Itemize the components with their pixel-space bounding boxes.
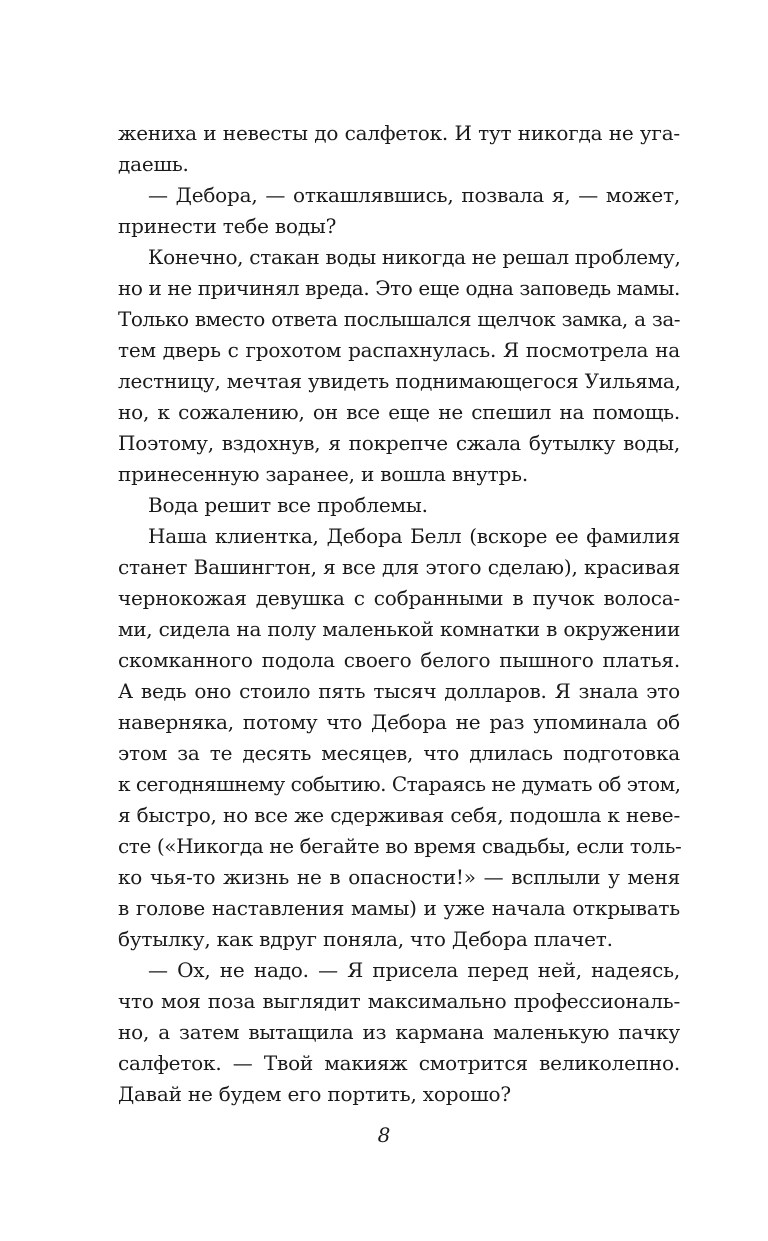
text-line: Только вместо ответа послышался щелчок замка, а за- [118,307,680,331]
page-number: 8 [377,1123,391,1147]
text-line: жениха и невесты до салфеток. И тут никогда не уга- [118,121,680,145]
text-line: этом за те десять месяцев, что длилась подготовка [118,741,680,765]
page-text-block [118,118,680,1110]
text-line: лестницу, мечтая увидеть поднимающегося Уильяма, [118,369,681,393]
text-line: к сегодняшнему событию. Стараясь не думать об этом, [118,772,681,796]
text-line: — Дебора, — откашлявшись, позвала я, — может, [148,183,680,207]
text-line: салфеток. — Твой макияж смотрится великолепно. [118,1051,680,1075]
text-line: принести тебе воды? [118,214,337,238]
text-line: станет Вашингтон, я все для этого сделаю), красивая [118,555,680,579]
text-line: бутылку, как вдруг поняла, что Дебора плачет. [118,927,613,951]
text-line: принесенную заранее, и вошла внутрь. [118,462,528,486]
text-line: даешь. [118,152,189,176]
text-line: Наша клиентка, Дебора Белл (вскоре ее фамилия [148,524,680,548]
text-line: в голове наставления мамы) и уже начала открывать [118,896,680,920]
text-line: но и не причинял вреда. Это еще одна заповедь мамы. [118,276,680,300]
text-line: я быстро, но все же сдерживая себя, подошла к неве- [118,803,680,827]
text-line: скомканного подола своего белого пышного платья. [118,648,680,672]
text-line: но, а затем вытащила из кармана маленькую пачку [118,1020,680,1044]
text-line: Вода решит все проблемы. [148,493,428,517]
text-line: наверняка, потому что Дебора не раз упоминала об [118,710,680,734]
text-line: — Ох, не надо. — Я присела перед ней, надеясь, [148,958,680,982]
text-line: что моя поза выглядит максимально профессиональ- [118,989,680,1013]
text-line: Давай не будем его портить, хорошо? [118,1082,511,1106]
text-line: тем дверь с грохотом распахнулась. Я посмотрела на [118,338,680,362]
text-line: Поэтому, вздохнув, я покрепче сжала бутылку воды, [118,431,680,455]
text-line: чернокожая девушка с собранными в пучок волоса- [118,586,680,610]
text-line: но, к сожалению, он все еще не спешил на помощь. [118,400,680,424]
text-line: А ведь оно стоило пять тысяч долларов. Я знала это [118,679,680,703]
text-line: ми, сидела на полу маленькой комнатки в окружении [118,617,680,641]
text-line: Конечно, стакан воды никогда не решал проблему, [148,245,681,269]
text-line: сте («Никогда не бегайте во время свадьбы, если толь- [118,834,682,858]
text-line: ко чья-то жизнь не в опасности!» — всплыли у меня [118,865,680,889]
